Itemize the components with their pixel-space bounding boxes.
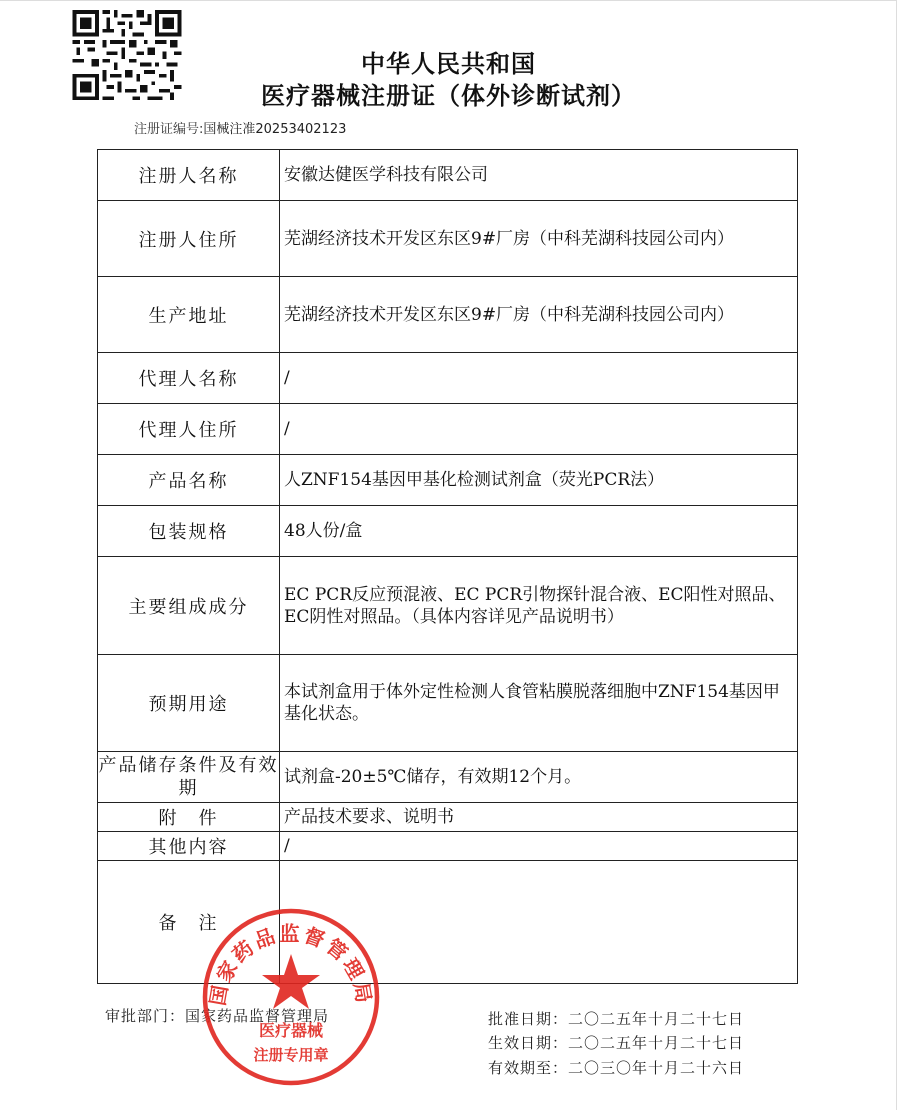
field-value: 本试剂盒用于体外定性检测人食管粘膜脱落细胞中ZNF154基因甲基化状态。: [280, 655, 798, 752]
field-label: 注册人住所: [98, 201, 280, 277]
registration-number-label: 注册证编号:: [134, 122, 204, 137]
field-label: 注册人名称: [98, 150, 280, 201]
registration-number: [134, 118, 346, 137]
field-value: 试剂盒-20±5℃储存，有效期12个月。: [280, 752, 798, 803]
field-value: /: [280, 404, 798, 455]
registration-number-value: 国械注准20253402123: [203, 122, 347, 137]
field-value: 芜湖经济技术开发区东区9#厂房（中科芜湖科技园公司内）: [280, 201, 798, 277]
field-label: 预期用途: [98, 655, 280, 752]
seal-outer-text: 国家药品监督管理局: [205, 921, 377, 1008]
table-row: [98, 655, 798, 752]
document-title-country: 中华人民共和国: [361, 50, 536, 78]
table-row: [98, 201, 798, 277]
certificate-table: [97, 149, 798, 984]
table-row: [98, 557, 798, 655]
field-label: 产品储存条件及有效期: [98, 752, 280, 803]
field-value: EC PCR反应预混液、EC PCR引物探针混合液、EC阳性对照品、EC阴性对照品。（具体内容详见产品说明书）: [280, 557, 798, 655]
seal-inner-line2: 注册专用章: [253, 1046, 329, 1064]
document-title: 医疗器械注册证（体外诊断试剂）: [261, 82, 636, 110]
field-value: 芜湖经济技术开发区东区9#厂房（中科芜湖科技园公司内）: [280, 277, 798, 353]
expiry-date: 有效期至：二〇三〇年十月二十六日: [488, 1059, 745, 1077]
field-label: 代理人名称: [98, 353, 280, 404]
field-value: 人ZNF154基因甲基化检测试剂盒（荧光PCR法）: [280, 455, 798, 506]
field-label: 主要组成成分: [98, 557, 280, 655]
table-row: [98, 353, 798, 404]
field-value: /: [280, 832, 798, 861]
approval-department: 审批部门：国家药品监督管理局: [105, 1007, 330, 1025]
table-row: [98, 404, 798, 455]
approval-date: 批准日期：二〇二五年十月二十七日: [488, 1010, 745, 1028]
table-row: [98, 506, 798, 557]
page-top-edge: [0, 0, 897, 1]
field-label: 附 件: [98, 803, 280, 832]
field-label: 代理人住所: [98, 404, 280, 455]
field-value: 安徽达健医学科技有限公司: [280, 150, 798, 201]
official-seal-icon: [200, 906, 382, 1088]
field-label: 生产地址: [98, 277, 280, 353]
field-label: 备 注: [98, 861, 280, 984]
table-row: [98, 150, 798, 201]
field-label: 包装规格: [98, 506, 280, 557]
effective-date: 生效日期：二〇二五年十月二十七日: [488, 1034, 745, 1052]
field-label: 产品名称: [98, 455, 280, 506]
table-row: [98, 832, 798, 861]
field-value: /: [280, 353, 798, 404]
field-value: 48人份/盒: [280, 506, 798, 557]
table-row: [98, 455, 798, 506]
field-value: 产品技术要求、说明书: [280, 803, 798, 832]
table-row: [98, 277, 798, 353]
seal-inner-line1: 医疗器械: [258, 1021, 324, 1040]
table-row: [98, 803, 798, 832]
field-label: 其他内容: [98, 832, 280, 861]
table-row: [98, 752, 798, 803]
